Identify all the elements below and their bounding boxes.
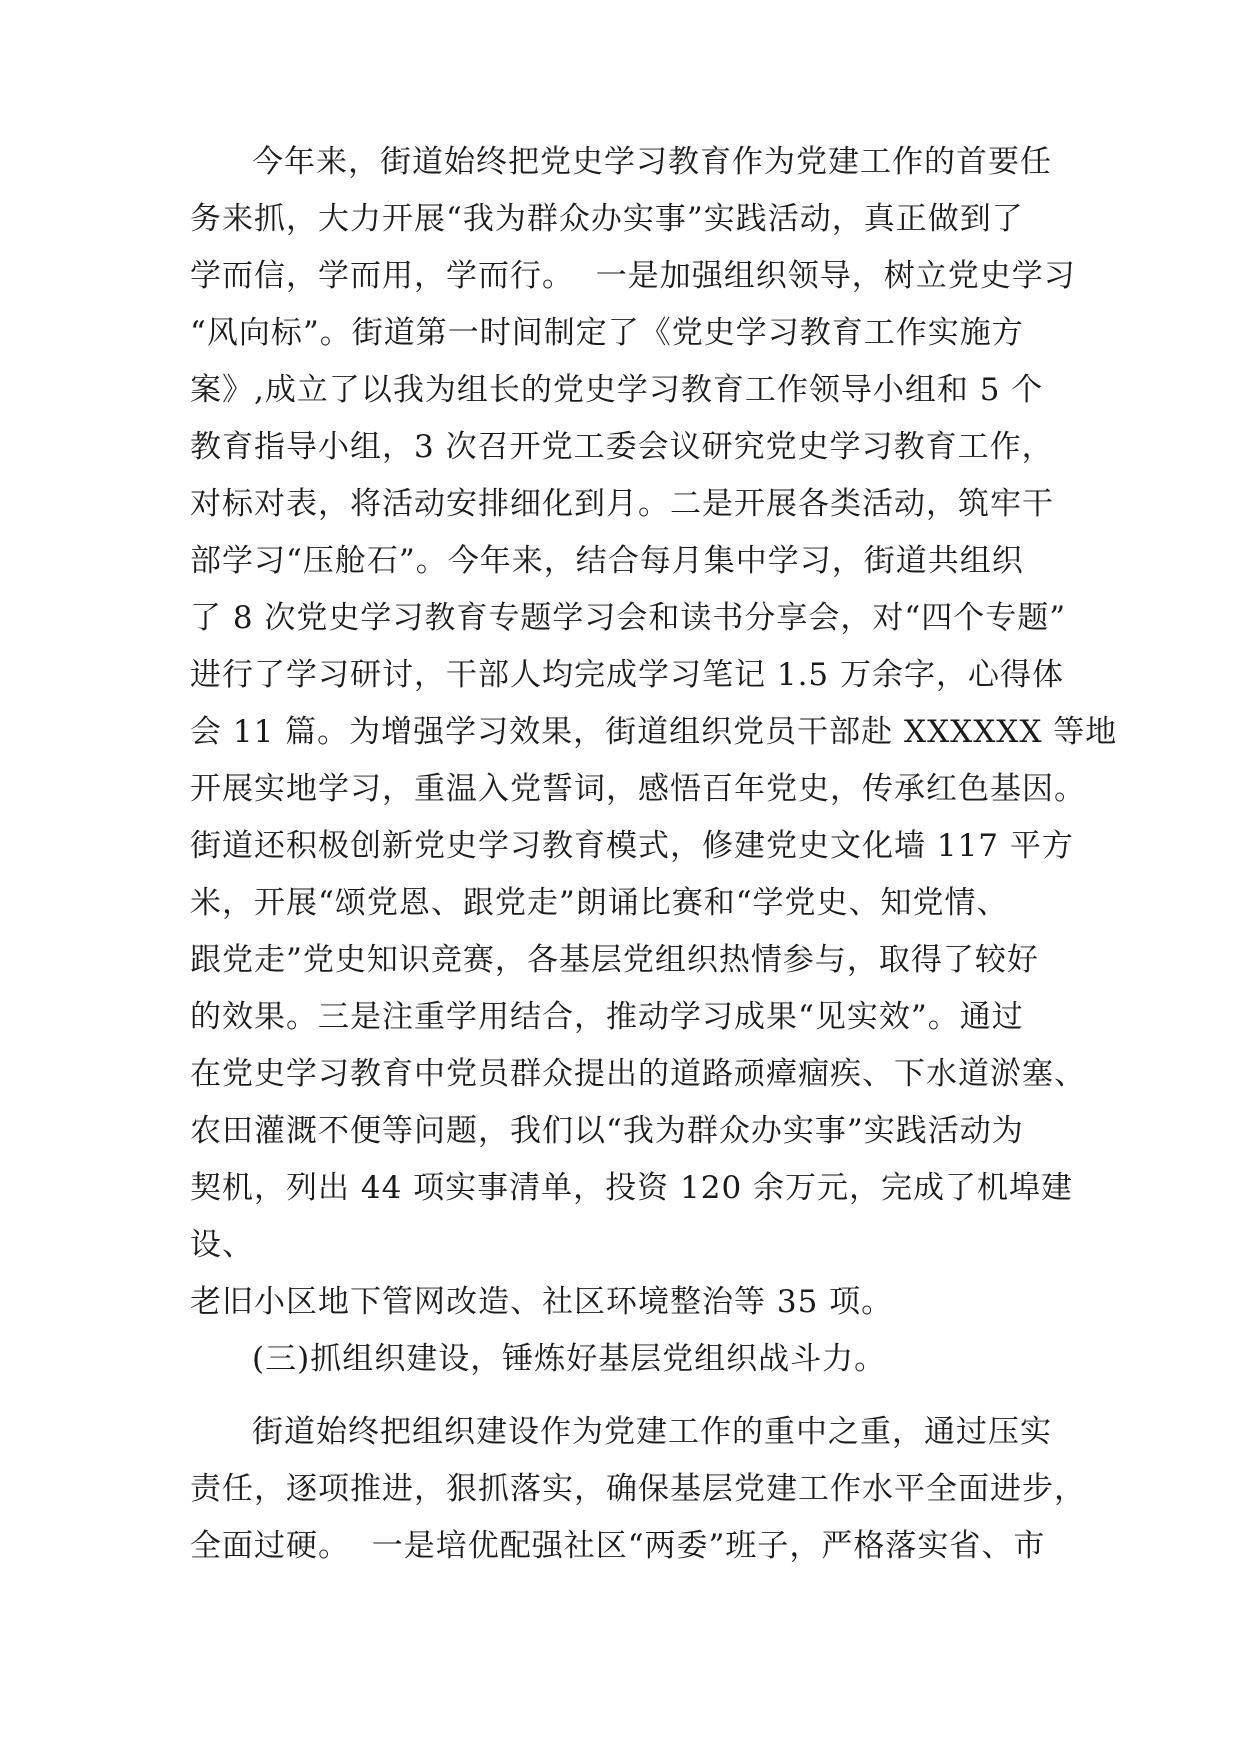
text-line: 街道还积极创新党史学习教育模式，修建党史文化墙 117 平方 — [190, 828, 1074, 864]
text-line: 在党史学习教育中党员群众提出的道路顽瘴痼疾、下水道淤塞、 — [190, 1056, 1086, 1092]
text-line: 的效果。三是注重学用结合，推动学习成果“见实效”。通过 — [190, 999, 1024, 1035]
text-line: 进行了学习研讨，干部人均完成学习笔记 1.5 万余字，心得体 — [190, 657, 1065, 693]
text-line: 教育指导小组，3 次召开党工委会议研究党史学习教育工作， — [190, 429, 1054, 465]
text-line: 契机，列出 44 项实事清单，投资 120 余万元，完成了机埠建 — [190, 1170, 1074, 1206]
text-line: 米，开展“颂党恩、跟党走”朗诵比赛和“学党史、知党情、 — [190, 885, 1009, 921]
text-line: 责任，逐项推进，狠抓落实，确保基层党建工作水平全面进步， — [190, 1471, 1086, 1507]
text-line: 案》,成立了以我为组长的党史学习教育工作领导小组和 5 个 — [190, 372, 1044, 408]
text-line: 开展实地学习，重温入党誓词，感悟百年党史，传承红色基因。 — [190, 771, 1086, 807]
text-line: 街道始终把组织建设作为党建工作的重中之重，通过压实 — [252, 1414, 1052, 1450]
text-line: 了 8 次党史学习教育专题学习会和读书分享会，对“四个专题” — [190, 600, 1067, 636]
text-line: 会 11 篇。为增强学习效果，街道组织党员干部赴 XXXXXX 等地 — [190, 714, 1118, 750]
text-line: 农田灌溉不便等问题，我们以“我为群众办实事”实践活动为 — [190, 1113, 1024, 1149]
text-line: 老旧小区地下管网改造、社区环境整治等 35 项。 — [190, 1284, 894, 1320]
text-line: 今年来，街道始终把党史学习教育作为党建工作的首要任 — [252, 144, 1052, 180]
text-line: 跟党走”党史知识竞赛，各基层党组织热情参与，取得了较好 — [190, 942, 1039, 978]
text-line: 全面过硬。 一是培优配强社区“两委”班子，严格落实省、市 — [190, 1528, 1046, 1564]
text-line: 部学习“压舱石”。今年来，结合每月集中学习，街道共组织 — [190, 543, 1024, 579]
text-line: 对标对表，将活动安排细化到月。二是开展各类活动，筑牢干 — [190, 486, 1054, 522]
section-heading: (三)抓组织建设，锤炼好基层党组织战斗力。 — [252, 1341, 887, 1377]
text-line: “风向标”。街道第一时间制定了《党史学习教育工作实施方 — [190, 315, 1024, 351]
text-line: 学而信，学而用，学而行。 一是加强组织领导，树立党史学习 — [190, 258, 1076, 294]
text-line: 务来抓，大力开展“我为群众办实事”实践活动，真正做到了 — [190, 201, 1024, 237]
text-line: 设、 — [190, 1227, 254, 1263]
